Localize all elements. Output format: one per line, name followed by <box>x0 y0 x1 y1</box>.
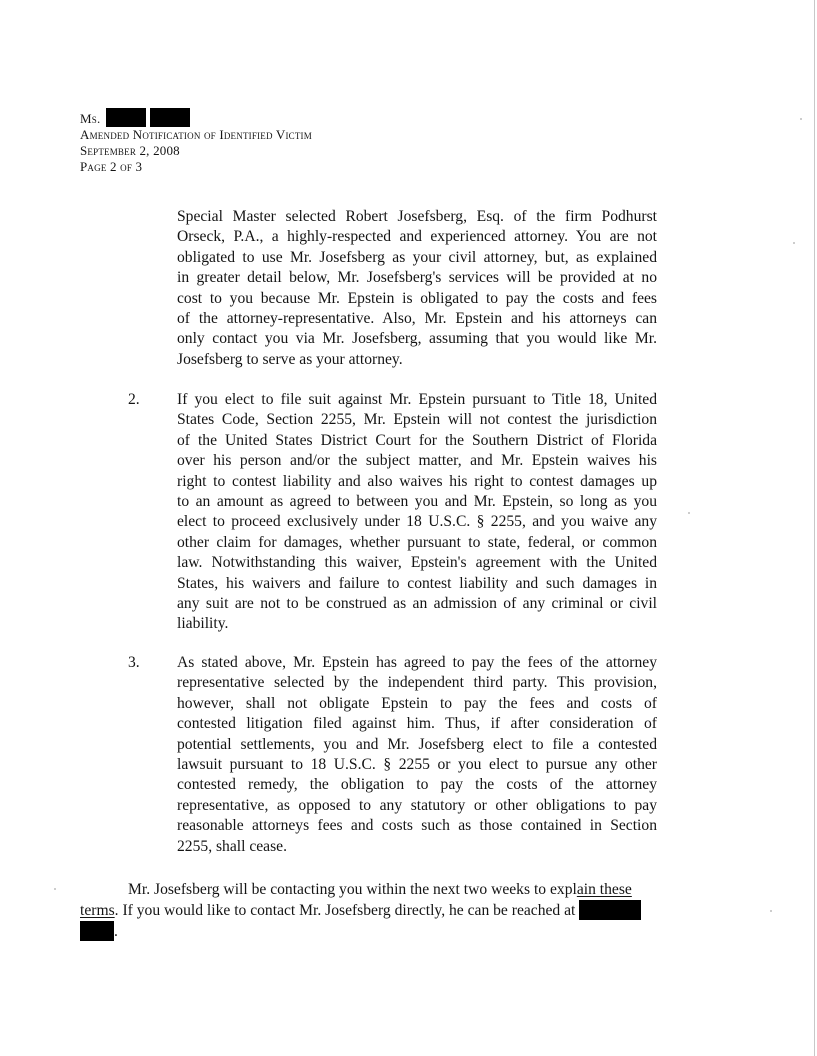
paragraph-line: obligated to use Mr. Josefsberg as your civil attorney, but, as explained <box>177 248 657 266</box>
paragraph-line: As stated above, Mr. Epstein has agreed to pay the fees of the attorney <box>177 654 657 671</box>
paragraph-line: 2255, shall cease. <box>177 837 287 855</box>
scan-speck <box>800 118 802 120</box>
paragraph-line: other claim for damages, whether pursuant to state, federal, or common <box>177 533 657 551</box>
paragraph-line: States, his waivers and failure to contest liability and such damages in <box>177 574 657 592</box>
paragraph-line: Josefsberg to serve as your attorney. <box>177 350 403 368</box>
redaction-block <box>80 921 114 941</box>
paragraph-line: reasonable attorneys fees and costs such as those contained in Section <box>177 817 657 835</box>
paragraph-line: right to contest liability and also waives his right to contest damages up <box>177 472 657 490</box>
redaction-block <box>150 108 190 127</box>
paragraph-line: Orseck, P.A., a highly-respected and experienced attorney. You are not <box>177 228 657 246</box>
page-edge <box>814 0 815 1056</box>
item-number: 2. <box>128 391 140 408</box>
paragraph-line: Special Master selected Robert Josefsberg, Esq. of the firm Podhurst <box>177 208 657 225</box>
item-number: 3. <box>128 654 140 671</box>
paragraph-line: States Code, Section 2255, Mr. Epstein will not contest the jurisdiction <box>177 411 657 429</box>
paragraph-line: elect to proceed exclusively under 18 U.S.C. § 2255, and you waive any <box>177 513 657 531</box>
item-text <box>177 653 657 857</box>
paragraph-line: law. Notwithstanding this waiver, Epstein's agreement with the United <box>177 554 657 572</box>
paragraph-line: contested remedy, the obligation to pay the costs of the attorney <box>177 776 657 794</box>
paragraph-line: of the United States District Court for the Southern District of Florida <box>177 431 657 449</box>
redaction-block <box>579 900 641 920</box>
paragraph-line: representative, as opposed to any statutory or other obligations to pay <box>177 796 657 814</box>
closing-text: . <box>114 922 118 940</box>
paragraph-line: representative selected by the independent third party. This provision, <box>177 674 657 692</box>
salutation-line <box>80 108 312 127</box>
scan-speck <box>54 888 56 890</box>
paragraph-line: however, shall not obligate Epstein to pay the fees and costs of <box>177 694 657 712</box>
scan-speck <box>688 512 690 514</box>
redaction-block <box>106 108 146 127</box>
paragraph-line: any suit are not to be construed as an admission of any criminal or civil <box>177 594 657 612</box>
paragraph-line: If you elect to file suit against Mr. Epstein pursuant to Title 18, United <box>177 391 657 408</box>
underlined-text: ain these <box>576 881 632 898</box>
closing-text: . If you would like to contact Mr. Josefsberg directly, he can be reached at <box>114 902 576 920</box>
letter-header <box>80 108 312 175</box>
paragraph-line: lawsuit pursuant to 18 U.S.C. § 2255 or you elect to pursue any other <box>177 755 657 773</box>
paragraph-line <box>80 880 704 900</box>
item-text <box>177 390 657 635</box>
paragraph-line <box>80 921 704 941</box>
paragraph-line: contested litigation filed against him. Thus, if after consideration of <box>177 715 657 733</box>
paragraph-line: in greater detail below, Mr. Josefsberg's services will be provided at no <box>177 269 657 287</box>
underlined-text: terms <box>80 902 115 920</box>
letter-title: Amended Notification of Identified Victim <box>80 127 312 142</box>
paragraph-line <box>80 900 704 920</box>
paragraph-line: cost to you because Mr. Epstein is obligated to pay the costs and fees <box>177 289 657 307</box>
closing-paragraph <box>80 880 704 941</box>
continued-paragraph <box>177 207 657 370</box>
closing-text: Mr. Josefsberg will be contacting you within the next two weeks to expl <box>128 881 577 898</box>
page-number: Page 2 of 3 <box>80 159 143 174</box>
letter-date: September 2, 2008 <box>80 143 180 158</box>
salutation: Ms. <box>80 111 101 126</box>
scan-speck <box>793 242 795 244</box>
paragraph-line: to an amount as agreed to between you and Mr. Epstein, so long as you <box>177 492 657 510</box>
paragraph-line: of the attorney-representative. Also, Mr. Epstein and his attorneys can <box>177 309 657 327</box>
paragraph-line: potential settlements, you and Mr. Josefsberg elect to file a contested <box>177 735 657 753</box>
paragraph-line: over his person and/or the subject matter, and Mr. Epstein waives his <box>177 452 657 470</box>
paragraph-line: only contact you via Mr. Josefsberg, assuming that you would like Mr. <box>177 330 657 348</box>
paragraph-line: liability. <box>177 615 229 633</box>
scan-speck <box>770 910 772 912</box>
